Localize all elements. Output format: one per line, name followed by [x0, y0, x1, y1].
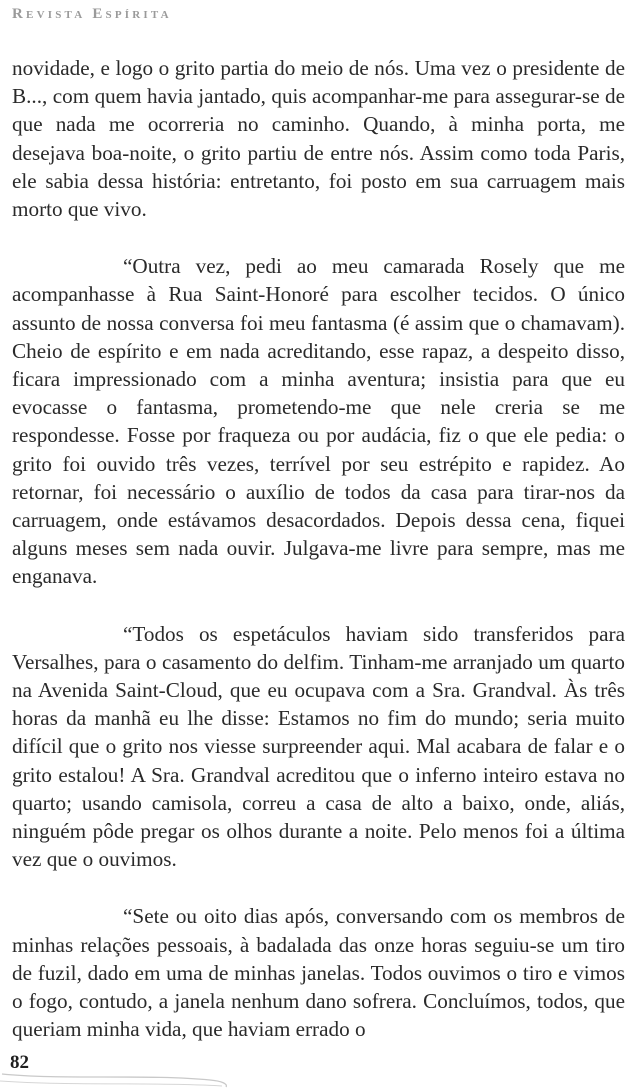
paragraph-1: novidade, e logo o grito partia do meio de nós. Uma vez o presidente de B..., com quem havia jantado, quis acompanhar-me para assegurar-se de que nada me ocorreria no caminho. Quando, à minha porta, me desejava boa-noite, o grito partiu de entre nós. Assim como toda Paris, ele sabia dessa história: entretanto, foi posto em sua carruagem mais morto que vivo. — [12, 56, 625, 222]
paragraph-gap — [12, 873, 625, 902]
paragraph-4: “Sete ou oito dias após, conversando com os membros de minhas relações pessoais, à badalada das onze horas seguiu-se um tiro de fuzil, dado em uma de minhas janelas. Todos ouvimos o tiro e vimos o fogo, contudo, a janela nenhum dano sofrera. Concluímos, todos, que queriam minha vida, que haviam errado o — [12, 904, 625, 1042]
body-text — [12, 54, 625, 1044]
paragraph-2: “Outra vez, pedi ao meu camarada Rosely que me acompanhasse à Rua Saint-Honoré para escolher tecidos. O único assunto de nossa conversa foi meu fantasma (é assim que o chamavam). Cheio de espírito e em nada acreditando, esse rapaz, a despeito disso, ficara impressionado com a minha aventura; insistia para que eu evocasse o fantasma, prometendo-me que nele creria se me respondesse. Fosse por fraqueza ou por audácia, fiz o que ele pedia: o grito foi ouvido três vezes, terrível por seu estrépito e rapidez. Ao retornar, foi necessário o auxílio de todos da casa para tirar-nos da carruagem, onde estávamos desacordados. Depois dessa cena, fiquei alguns meses sem nada ouvir. Julgava-me livre para sempre, mas me enganava. — [12, 254, 625, 589]
footer-swoosh-ornament — [0, 1050, 230, 1088]
paragraph-gap — [12, 591, 625, 620]
paragraph-3: “Todos os espetáculos haviam sido transferidos para Versalhes, para o casamento do delfim. Tinham-me arranjado um quarto na Avenida Saint-Cloud, que eu ocupava com a Sra. Grandval. Às três horas da manhã eu lhe disse: Estamos no fim do mundo; seria muito difícil que o grito nos viesse surpreender aqui. Mal acabara de falar e o grito estalou! A Sra. Grandval acreditou que o inferno inteiro estava no quarto; usando camisola, correu a casa de alto a baixo, onde, aliás, ninguém pôde pregar os olhos durante a noite. Pelo menos foi a última vez que o ouvimos. — [12, 621, 625, 872]
paragraph-gap — [12, 223, 625, 252]
page-number: 82 — [10, 1052, 29, 1073]
running-head: Revista Espírita — [12, 6, 172, 22]
